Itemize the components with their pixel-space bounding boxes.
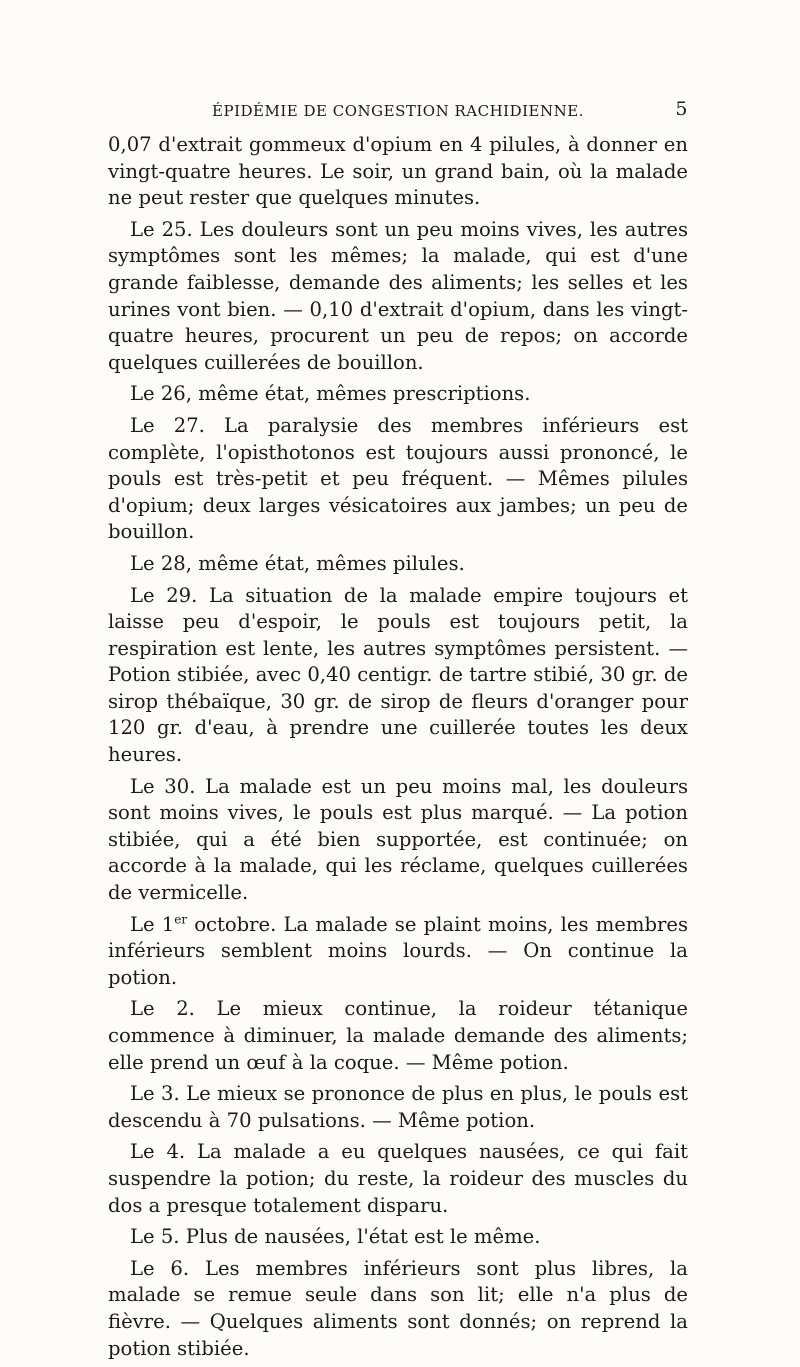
page-number: 5 bbox=[675, 98, 688, 120]
running-title: ÉPIDÉMIE DE CONGESTION RACHIDIENNE. bbox=[212, 102, 584, 120]
running-header bbox=[108, 96, 688, 124]
book-page bbox=[108, 96, 688, 1367]
date-prefix: Le 1 bbox=[130, 912, 175, 936]
paragraph: Le 3. Le mieux se prononce de plus en plus, le pouls est descendu à 70 pulsations. — Même potion. bbox=[108, 1082, 688, 1132]
paragraph: 0,07 d'extrait gommeux d'opium en 4 pilules, à donner en vingt-quatre heures. Le soir, un grand bain, où la malade ne peut rester que quelques minutes. bbox=[108, 133, 688, 210]
paragraph-rest: octobre. La malade se plaint moins, les membres inférieurs semblent moins lourds. — On continue la potion. bbox=[108, 912, 689, 989]
paragraph: Le 26, même état, mêmes prescriptions. bbox=[130, 382, 531, 406]
paragraph: Le 30. La malade est un peu moins mal, les douleurs sont moins vives, le pouls est plus marqué. — La potion stibiée, qui a été bien supportée, est continuée; on accorde à la malade, qui les réclame, quelques cuillerées de vermicelle. bbox=[108, 774, 688, 905]
paragraph: Le 28, même état, mêmes pilules. bbox=[130, 551, 465, 575]
paragraph: Le 5. Plus de nausées, l'état est le même. bbox=[130, 1225, 541, 1249]
page-body bbox=[108, 132, 688, 1362]
paragraph: Le 25. Les douleurs sont un peu moins vives, les autres symptômes sont les mêmes; la malade, qui est d'une grande faiblesse, demande des aliments; les selles et les urines vont bien. — 0,10 d'extrait d'opium, dans les vingt-quatre heures, procurent un peu de repos; on accorde quelques cuillerées de bouillon. bbox=[108, 217, 688, 374]
paragraph-october-first bbox=[108, 912, 688, 992]
paragraph: Le 27. La paralysie des membres inférieurs est complète, l'opisthotonos est toujours aussi prononcé, le pouls est très-petit et peu fréquent. — Mêmes pilules d'opium; deux larges vésicatoires aux jambes; un peu de bouillon. bbox=[108, 413, 688, 544]
paragraph: Le 29. La situation de la malade empire toujours et laisse peu d'espoir, le pouls est toujours petit, la respiration est lente, les autres symptômes persistent. — Potion stibiée, avec 0,40 centigr. de tartre stibié, 30 gr. de sirop thébaïque, 30 gr. de sirop de fleurs d'oranger pour 120 gr. d'eau, à prendre une cuillerée toutes les deux heures. bbox=[108, 583, 688, 767]
paragraph: Le 2. Le mieux continue, la roideur tétanique commence à diminuer, la malade demande des aliments; elle prend un œuf à la coque. — Même potion. bbox=[108, 997, 688, 1074]
paragraph: Le 6. Les membres inférieurs sont plus libres, la malade se remue seule dans son lit; elle n'a plus de fièvre. — Quelques aliments sont donnés; on reprend la potion stibiée. bbox=[108, 1256, 688, 1360]
ordinal-superscript: er bbox=[174, 912, 188, 927]
paragraph: Le 4. La malade a eu quelques nausées, ce qui fait suspendre la potion; du reste, la roideur des muscles du dos a presque totalement disparu. bbox=[108, 1140, 688, 1217]
